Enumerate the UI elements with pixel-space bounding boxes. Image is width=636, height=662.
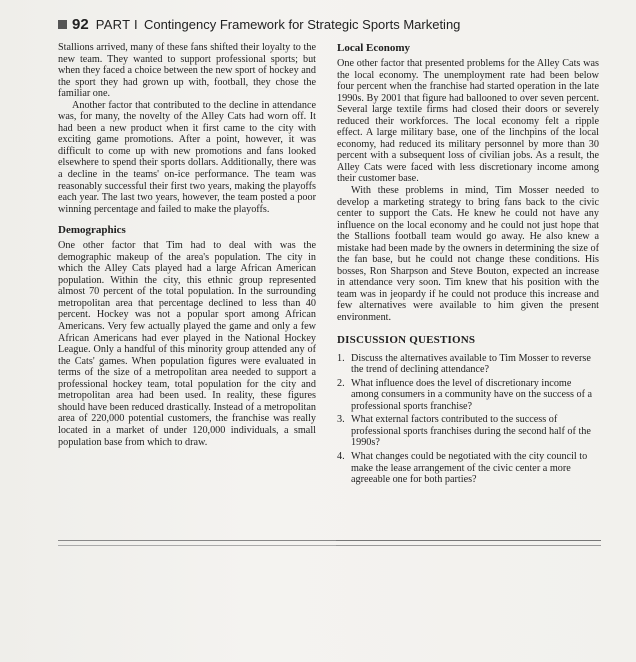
paragraph: One other factor that presented problems for the Alley Cats was the local economy. The unemployment rate had been below four percent when the franchise had started operation in the late 1990s. By 2001 that figure had ballooned to over seven percent. Several large textile firms had closed their doors or severely reduced their workforces. The local economy felt a ripple effect. A large military base, one of the linchpins of the local economy, had reduced its military personnel by more than 30 percent with a subsequent loss of civilian jobs. As a result, the Alley Cats were faced with less discretionary income among their customer base. — [337, 58, 599, 185]
questions-list — [337, 353, 599, 486]
page-header — [58, 14, 460, 34]
running-title: Contingency Framework for Strategic Sports Marketing — [143, 16, 461, 32]
section-heading-local-economy: Local Economy — [337, 42, 411, 54]
part-label: PART I — [95, 16, 138, 32]
question-text: What external factors contributed to the success of professional sports franchises during the second half of the 1990s? — [351, 414, 591, 449]
divider — [58, 540, 336, 546]
page-number: 92 — [72, 15, 89, 33]
paragraph: With these problems in mind, Tim Mosser needed to develop a marketing strategy to bring fans back to the civic center to support the Cats. He knew he could not have any influence on the local economy and he could not just hope that the Stallions football team would go away. He also knew a mistake had been made by the owners in determining the size of the fan base, but he could not change these conditions. His bosses, Ron Sharpson and Steve Bouton, expected an increase in attendance very soon. Tim knew that his position with the team was in jeopardy if he could not produce this increase and few alternatives were available to him given the present environment. — [337, 185, 599, 324]
left-column — [58, 42, 316, 448]
question-text: What changes could be negotiated with the city council to make the lease arrangement of the civic center a more agreeable one for both parties? — [351, 450, 588, 486]
list-item — [337, 353, 599, 376]
page-marker-icon — [58, 20, 67, 29]
question-number: 2. — [337, 377, 345, 389]
section-heading-demographics: Demographics — [58, 224, 126, 237]
paragraph: Another factor that contributed to the decline in attendance was, for many, the novelty of the Alley Cats had worn off. It had been a new product when it first came to the city with exciting game promotions. After a point, however, it was difficult to come up with new promotions and fans looked elsewhere to spend their sports dollars. Additionally, there was a decline in the teams' on-ice performance. The team was reasonably successful their first two years, making the playoffs each year. The last two years, however, the team posted a poor winning percentage and failed to make the playoffs. — [58, 99, 316, 215]
right-column — [337, 42, 599, 488]
question-number: 4. — [337, 450, 345, 462]
list-item — [337, 378, 599, 413]
divider — [336, 540, 601, 546]
paragraph: One other factor that Tim had to deal with was the demographic makeup of the area's population. The city in which the Alley Cats played had a large African American population. Within the city, this ethnic group represented almost 70 percent of the total population. In the surrounding metropolitan area that percentage declined to less than 40 percent. Hockey was not a popular sport among African Americans. Very few actually played the game and only a few African Americans had ever played in the National Hockey League. Only a handful of this minority group attended any of the Cats' games. When population figures were evaluated in terms of the size of a metropolitan area needed to support a professional hockey team, total population for the city and metropolitan area had been used. In reality, these figures should have been reduced drastically. Instead of a metropolitan area of 220,000 potential customers, the franchise was really located in a market of under 120,000 individuals, a small population base from which to draw. — [58, 240, 316, 448]
question-text: Discuss the alternatives available to Tim Mosser to reverse the trend of declining attendance? — [351, 352, 591, 376]
paragraph: Stallions arrived, many of these fans shifted their loyalty to the new team. They wanted to support professional sports; but when they faced a choice between the new sport of hockey and the sport they had grown up with, football, they chose the familiar one. — [58, 42, 316, 100]
question-text: What influence does the level of discretionary income among consumers in a community have on the success of a professional sports franchise? — [351, 377, 593, 412]
list-item — [337, 451, 599, 486]
question-number: 3. — [337, 414, 345, 426]
section-heading-discussion-questions: DISCUSSION QUESTIONS — [337, 333, 476, 346]
question-number: 1. — [337, 352, 345, 364]
list-item — [337, 414, 599, 449]
